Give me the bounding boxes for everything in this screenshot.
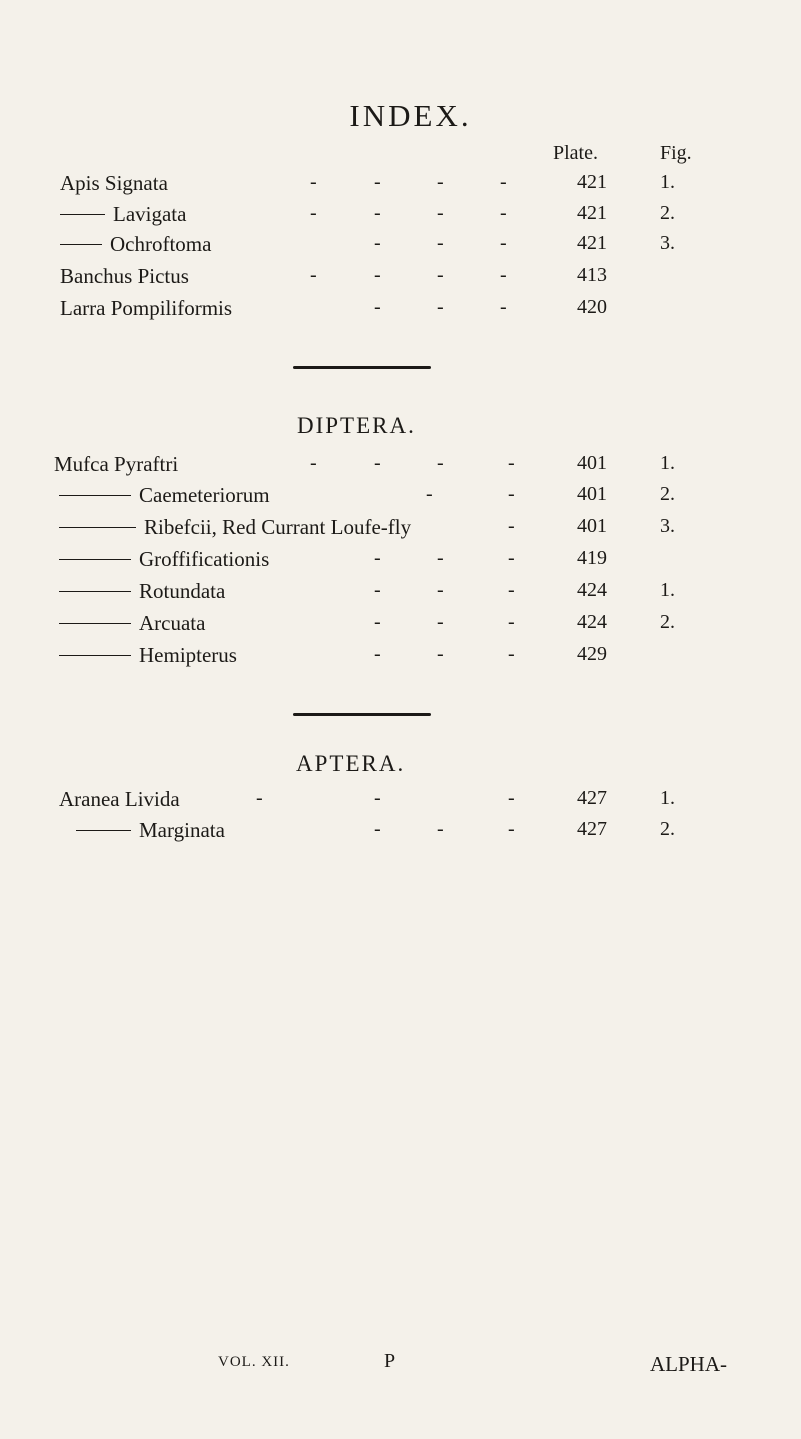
fig-column-header: Fig. [660, 142, 692, 164]
ditto-rule [59, 655, 131, 656]
entry-name: Mufca Pyraftri [54, 452, 179, 476]
ditto-rule [60, 214, 105, 215]
catchword: ALPHA- [650, 1352, 727, 1376]
plate-number: 421 [577, 202, 607, 224]
section-heading-diptera: DIPTERA. [297, 413, 416, 438]
fig-number: 1. [660, 452, 675, 474]
fig-number: 1. [660, 171, 675, 193]
ditto-rule [59, 527, 136, 528]
fig-number: 2. [660, 611, 675, 633]
entry-name: Marginata [139, 818, 225, 842]
plate-number: 424 [577, 611, 607, 633]
entry-name: Ribefcii, Red Currant Loufe-fly [144, 515, 412, 539]
index-row: Rotundata - - - 424 1. [0, 579, 801, 609]
entry-name: Ochroftoma [110, 232, 212, 256]
entry-name: Apis Signata [60, 171, 168, 195]
ditto-rule [60, 244, 102, 245]
plate-number: 401 [577, 483, 607, 505]
entry-name: Arcuata [139, 611, 206, 635]
section-heading-aptera: APTERA. [296, 751, 406, 776]
fig-number: 2. [660, 202, 675, 224]
index-row: Hemipterus - - - 429 [0, 643, 801, 673]
index-row: Groffificationis - - - 419 [0, 547, 801, 577]
index-row: Aranea Livida - - - 427 1. [59, 787, 675, 811]
index-row: Ochroftoma - - - 421 3. [0, 232, 801, 262]
index-row: Arcuata - - - 424 2. [0, 611, 801, 641]
plate-number: 421 [577, 232, 607, 254]
ditto-rule [59, 591, 131, 592]
fig-number: 2. [660, 818, 675, 840]
index-row: Caemeteriorum - - 401 2. [0, 483, 801, 513]
ditto-rule [59, 623, 131, 624]
plate-number: 424 [577, 579, 607, 601]
fig-number: 3. [660, 515, 675, 537]
fig-number: 2. [660, 483, 675, 505]
plate-number: 420 [577, 296, 607, 318]
index-row: Banchus Pictus - - - - 413 [60, 264, 607, 288]
plate-column-header: Plate. [553, 142, 598, 164]
entry-name: Rotundata [139, 579, 226, 603]
plate-number: 401 [577, 452, 607, 474]
ditto-rule [59, 559, 131, 560]
index-row: Lavigata - - - - 421 2. [0, 202, 801, 232]
volume-marker: VOL. XII. [218, 1354, 290, 1370]
plate-number: 401 [577, 515, 607, 537]
ditto-rule [76, 830, 131, 831]
entry-name: Larra Pompiliformis [60, 296, 233, 320]
plate-number: 427 [577, 787, 607, 809]
entry-name: Banchus Pictus [60, 264, 189, 288]
plate-number: 421 [577, 171, 607, 193]
plate-number: 413 [577, 264, 607, 286]
entry-name: Aranea Livida [59, 787, 180, 811]
entry-name: Lavigata [113, 202, 187, 226]
index-row: Larra Pompiliformis - - - 420 [60, 296, 607, 320]
signature-mark: P [384, 1350, 396, 1372]
index-row: Marginata - - - 427 2. [0, 818, 801, 848]
page-title: INDEX. [349, 98, 472, 133]
fig-number: 1. [660, 579, 675, 601]
index-row: Apis Signata - - - - 421 1. [60, 171, 675, 195]
entry-name: Groffificationis [139, 547, 270, 571]
section-divider [293, 366, 431, 369]
index-row: Mufca Pyraftri - - - - 401 1. [54, 452, 675, 476]
ditto-rule [59, 495, 131, 496]
index-row: Ribefcii, Red Currant Loufe-fly - 401 3. [0, 515, 801, 545]
plate-number: 419 [577, 547, 607, 569]
entry-name: Caemeteriorum [139, 483, 270, 507]
plate-number: 427 [577, 818, 607, 840]
fig-number: 1. [660, 787, 675, 809]
plate-number: 429 [577, 643, 607, 665]
entry-name: Hemipterus [139, 643, 237, 667]
fig-number: 3. [660, 232, 675, 254]
section-divider [293, 713, 431, 716]
